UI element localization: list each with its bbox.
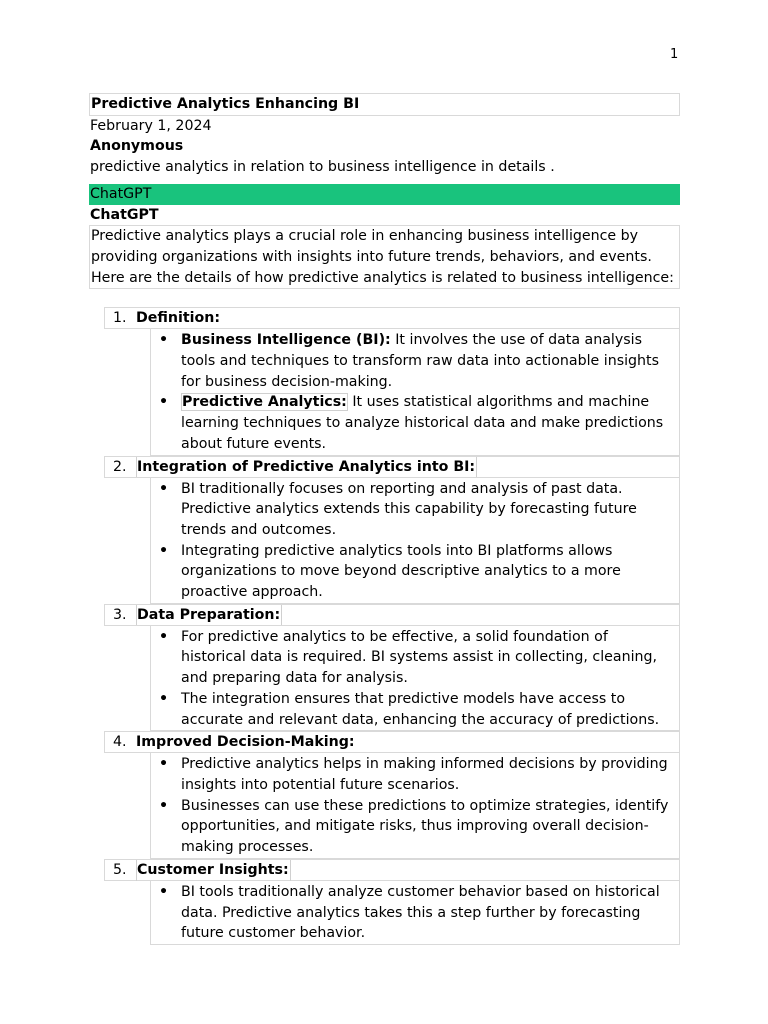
bullet-text: The integration ensures that predictive models have access to accurate and relevant data, enhancing the accuracy of predictions. bbox=[181, 690, 660, 728]
bullet-item bbox=[151, 627, 679, 689]
bullet-term: Business Intelligence (BI): bbox=[181, 332, 391, 349]
author-name: Anonymous bbox=[90, 138, 184, 155]
page-number: 1 bbox=[670, 47, 679, 62]
bullet-item bbox=[151, 689, 679, 730]
document-title: Predictive Analytics Enhancing BI bbox=[89, 93, 680, 116]
bullet-text: For predictive analytics to be effective, a solid foundation of historical data is required. BI systems assist in collecting, cleaning, and preparing data for analysis. bbox=[181, 628, 658, 687]
list-item-bullets bbox=[150, 329, 680, 455]
user-prompt: predictive analytics in relation to business intelligence in details . bbox=[90, 159, 555, 176]
bullet-item bbox=[151, 392, 679, 454]
list-item-title: Integration of Predictive Analytics into BI: bbox=[136, 457, 477, 478]
list-item-bullets bbox=[150, 881, 680, 945]
bullet-text: BI tools traditionally analyze customer behavior based on historical data. Predictive analytics takes this a step further by forecasting future customer behavior. bbox=[181, 883, 660, 942]
list-item-heading bbox=[104, 604, 680, 626]
bullet-item bbox=[151, 479, 679, 541]
bullet-item bbox=[151, 541, 679, 603]
bullet-text: Predictive analytics helps in making informed decisions by providing insights into potential future scenarios. bbox=[181, 756, 668, 793]
list-item-title: Data Preparation: bbox=[136, 605, 282, 626]
bullet-text: BI traditionally focuses on reporting and analysis of past data. Predictive analytics extends this capability by forecasting future trends and outcomes. bbox=[181, 480, 637, 538]
list-item-title: Customer Insights: bbox=[136, 860, 291, 881]
list-item-number: 2. bbox=[113, 458, 127, 475]
document-date: February 1, 2024 bbox=[90, 117, 212, 134]
bullet-item bbox=[151, 754, 679, 795]
list-item-title: Improved Decision-Making: bbox=[136, 734, 355, 751]
bullet-text: Businesses can use these predictions to optimize strategies, identify opportunities, and mitigate risks, thus improving overall decision-making processes. bbox=[181, 797, 669, 856]
bullet-term: Predictive Analytics: bbox=[182, 394, 347, 411]
bullet-text: It uses statistical algorithms and machine learning techniques to analyze historical data and make predictions about future events. bbox=[181, 394, 664, 452]
list-item-bullets bbox=[150, 753, 680, 859]
response-intro: Predictive analytics plays a crucial role in enhancing business intelligence by providing organizations with insights into future trends, behaviors, and events. Here are the details of how predictive analytics is related to business intelligence: bbox=[89, 225, 680, 289]
numbered-list bbox=[89, 307, 680, 945]
list-item-number: 5. bbox=[113, 861, 127, 878]
list-item-heading bbox=[104, 859, 680, 881]
list-item-heading bbox=[104, 731, 680, 753]
bullet-text: Integrating predictive analytics tools into BI platforms allows organizations to move beyond descriptive analytics to a more proactive approach. bbox=[181, 542, 621, 601]
list-item-bullets bbox=[150, 626, 680, 732]
list-item-heading bbox=[104, 456, 680, 478]
speaker-label: ChatGPT bbox=[90, 206, 159, 223]
list-item-number: 1. bbox=[113, 310, 127, 327]
bullet-text: It involves the use of data analysis tools and techniques to transform raw data into actionable insights for business decision-making. bbox=[181, 332, 659, 390]
document-body bbox=[89, 93, 680, 945]
list-item-bullets bbox=[150, 478, 680, 604]
bullet-item bbox=[151, 796, 679, 858]
list-item-number: 4. bbox=[113, 734, 127, 751]
bullet-item bbox=[151, 330, 679, 392]
list-item-title: Definition: bbox=[136, 310, 221, 327]
bullet-item bbox=[151, 882, 679, 944]
list-item-number: 3. bbox=[113, 606, 127, 623]
list-item-heading bbox=[104, 307, 680, 329]
chatgpt-banner: ChatGPT bbox=[89, 184, 680, 205]
